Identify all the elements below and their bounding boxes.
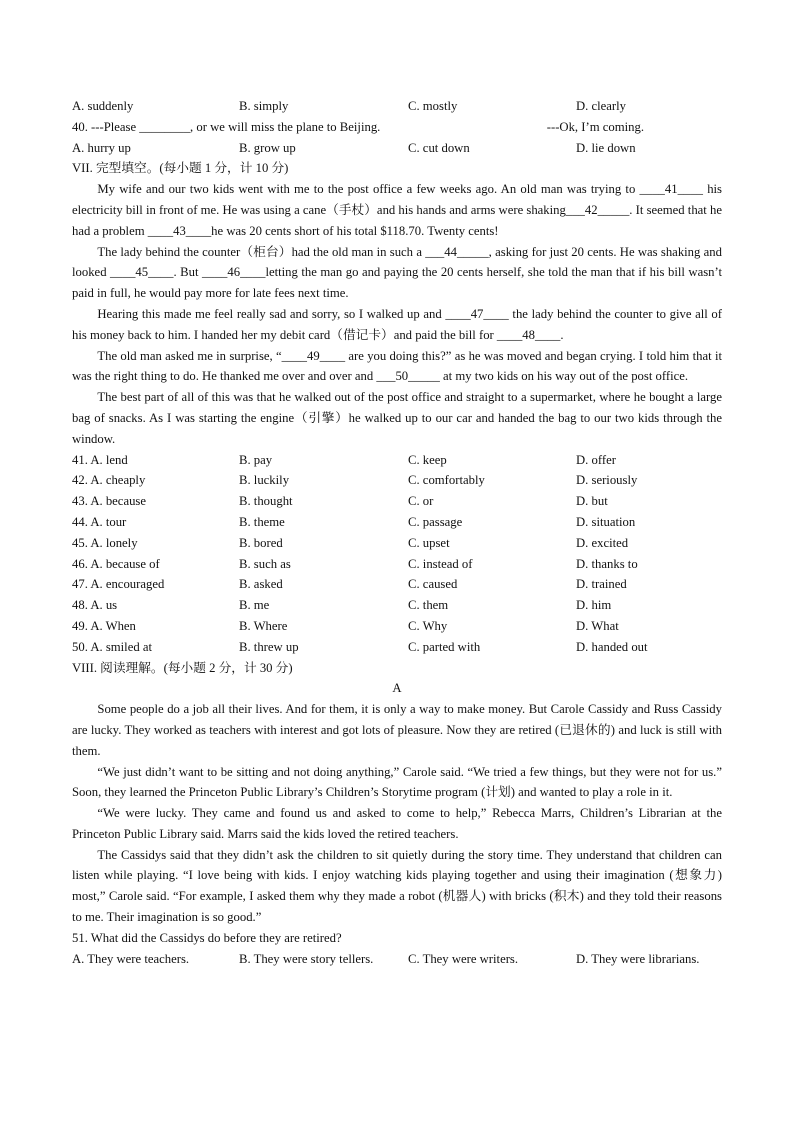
option-c: C. caused bbox=[408, 577, 458, 592]
option-d: D. excited bbox=[576, 535, 629, 550]
option-row-45 bbox=[72, 533, 722, 554]
option-a: 48. A. us bbox=[72, 598, 118, 613]
passage-label: A bbox=[392, 681, 402, 696]
reading-paragraph: The Cassidys said that they didn’t ask the children to sit quietly during the story time. They understand that children can listen while playing. “I love being with kids. I enjoy watching kids playing together and using their imagination (想象力) most,” Carole said. “For example, I asked them why they made a robot (机器人) with bricks (积木) and they told their reasons to me. Their imagination is so good.” bbox=[72, 847, 722, 925]
reading-paragraph: “We just didn’t want to be sitting and not doing anything,” Carole said. “We tried a few things, but they were not for us.” Soon, they learned the Princeton Public Library’s Children’s Storytime program (计划) and wanted to play a role in it. bbox=[72, 764, 722, 800]
option-c: C. Why bbox=[408, 618, 448, 633]
option-d: D. him bbox=[576, 598, 612, 613]
option-a: 49. A. When bbox=[72, 618, 136, 633]
option-a: A. hurry up bbox=[72, 140, 131, 155]
option-row-49 bbox=[72, 616, 722, 637]
option-d: D. They were librarians. bbox=[576, 951, 700, 966]
reading-paragraph: “We were lucky. They came and found us and asked to come to help,” Rebecca Marrs, Children’s Librarian at the Princeton Public Library said. Marrs said the kids loved the retired teachers. bbox=[72, 806, 722, 841]
q40-reply: ---Ok, I’m coming. bbox=[546, 119, 644, 134]
option-row-48 bbox=[72, 595, 722, 616]
cloze-paragraph: My wife and our two kids went with me to the post office a few weeks ago. An old man was trying to ____41____ his electricity bill in front of me. He was using a cane（手杖）and his hands and arms were shaking___42_____. It seemed that he had a problem ____43____he was 20 cents short of his total $118.70. Twenty cents! bbox=[72, 182, 722, 238]
option-d: D. trained bbox=[576, 577, 627, 592]
option-row-41 bbox=[72, 450, 722, 471]
option-d: D. lie down bbox=[576, 140, 636, 155]
cloze-paragraph: The old man asked me in surprise, “____49____ are you doing this?” as he was moved and began crying. I told him that it was the right thing to do. He thanked me over and over and ___50_____ at my two kids on his way out of the post office. bbox=[72, 348, 722, 384]
q40-question bbox=[72, 117, 722, 138]
option-row-44 bbox=[72, 512, 722, 533]
option-row-50 bbox=[72, 637, 722, 658]
option-a: 42. A. cheaply bbox=[72, 473, 146, 488]
option-d: D. handed out bbox=[576, 639, 648, 654]
option-b: B. They were story tellers. bbox=[239, 951, 374, 966]
option-a: 45. A. lonely bbox=[72, 535, 138, 550]
option-b: B. thought bbox=[239, 494, 293, 509]
option-d: D. offer bbox=[576, 452, 616, 467]
option-a: 46. A. because of bbox=[72, 556, 160, 571]
q51-question: 51. What did the Cassidys do before they are retired? bbox=[72, 930, 342, 945]
page-content bbox=[72, 96, 722, 969]
option-d: D. situation bbox=[576, 514, 636, 529]
q51-options bbox=[72, 949, 722, 970]
q40-options bbox=[72, 138, 722, 159]
option-a: 41. A. lend bbox=[72, 452, 128, 467]
option-a: 47. A. encouraged bbox=[72, 577, 165, 592]
option-a: 43. A. because bbox=[72, 494, 146, 509]
option-c: C. or bbox=[408, 494, 434, 509]
option-a: A. suddenly bbox=[72, 99, 134, 113]
option-d: D. seriously bbox=[576, 473, 638, 488]
q39-options bbox=[72, 96, 722, 117]
section-7-heading: VII. 完型填空。(每小题 1 分，计 10 分) bbox=[72, 161, 289, 176]
option-row-47 bbox=[72, 574, 722, 595]
option-b: B. grow up bbox=[239, 140, 296, 155]
option-c: C. cut down bbox=[408, 140, 470, 155]
option-c: C. keep bbox=[408, 452, 447, 467]
option-c: C. mostly bbox=[408, 99, 458, 113]
option-b: B. threw up bbox=[239, 639, 299, 654]
option-row-46 bbox=[72, 554, 722, 575]
option-b: B. such as bbox=[239, 556, 291, 571]
option-c: C. upset bbox=[408, 535, 450, 550]
option-b: B. me bbox=[239, 598, 270, 613]
option-b: B. asked bbox=[239, 577, 283, 592]
option-row-42 bbox=[72, 470, 722, 491]
cloze-paragraph: Hearing this made me feel really sad and sorry, so I walked up and ____47____ the lady behind the counter to give all of his money back to him. I handed her my debit card（借记卡）and paid the bill for ____48____. bbox=[72, 306, 722, 342]
q40-prompt: 40. ---Please ________, or we will miss the plane to Beijing. bbox=[72, 119, 381, 134]
option-c: C. comfortably bbox=[408, 473, 485, 488]
option-d: D. clearly bbox=[576, 99, 627, 113]
cloze-options bbox=[72, 450, 722, 658]
option-a: 44. A. tour bbox=[72, 514, 127, 529]
option-c: C. passage bbox=[408, 514, 463, 529]
reading-paragraph: Some people do a job all their lives. And for them, it is only a way to make money. But Carole Cassidy and Russ Cassidy are lucky. They worked as teachers with interest and got lots of pleasure. Now they are retired (已退休的) and luck is still with them. bbox=[72, 702, 722, 758]
option-b: B. simply bbox=[239, 99, 289, 113]
option-b: B. pay bbox=[239, 452, 273, 467]
option-a: 50. A. smiled at bbox=[72, 639, 152, 654]
option-row-43 bbox=[72, 491, 722, 512]
cloze-paragraph: The best part of all of this was that he walked out of the post office and straight to a supermarket, where he bought a large bag of snacks. As I was starting the engine（引擎）he walked up to our car and handed the bag to our two kids through the window. bbox=[72, 390, 722, 446]
option-c: C. They were writers. bbox=[408, 951, 519, 966]
option-b: B. Where bbox=[239, 618, 288, 633]
option-d: D. but bbox=[576, 494, 608, 509]
option-d: D. What bbox=[576, 618, 619, 633]
option-a: A. They were teachers. bbox=[72, 951, 190, 966]
option-d: D. thanks to bbox=[576, 556, 638, 571]
option-b: B. theme bbox=[239, 514, 285, 529]
section-8-heading: VIII. 阅读理解。(每小题 2 分，计 30 分) bbox=[72, 660, 293, 675]
cloze-paragraph: The lady behind the counter（柜台）had the old man in such a ___44_____, asking for just 20 cents. He was shaking and looked ____45____. But ____46____letting the man go and paying the 20 cents herself, she told the man that if his bill wasn’t paid in full, he would pay more for late fees next time. bbox=[72, 244, 722, 301]
option-c: C. instead of bbox=[408, 556, 473, 571]
option-b: B. luckily bbox=[239, 473, 290, 488]
option-c: C. them bbox=[408, 598, 449, 613]
option-c: C. parted with bbox=[408, 639, 481, 654]
option-b: B. bored bbox=[239, 535, 283, 550]
